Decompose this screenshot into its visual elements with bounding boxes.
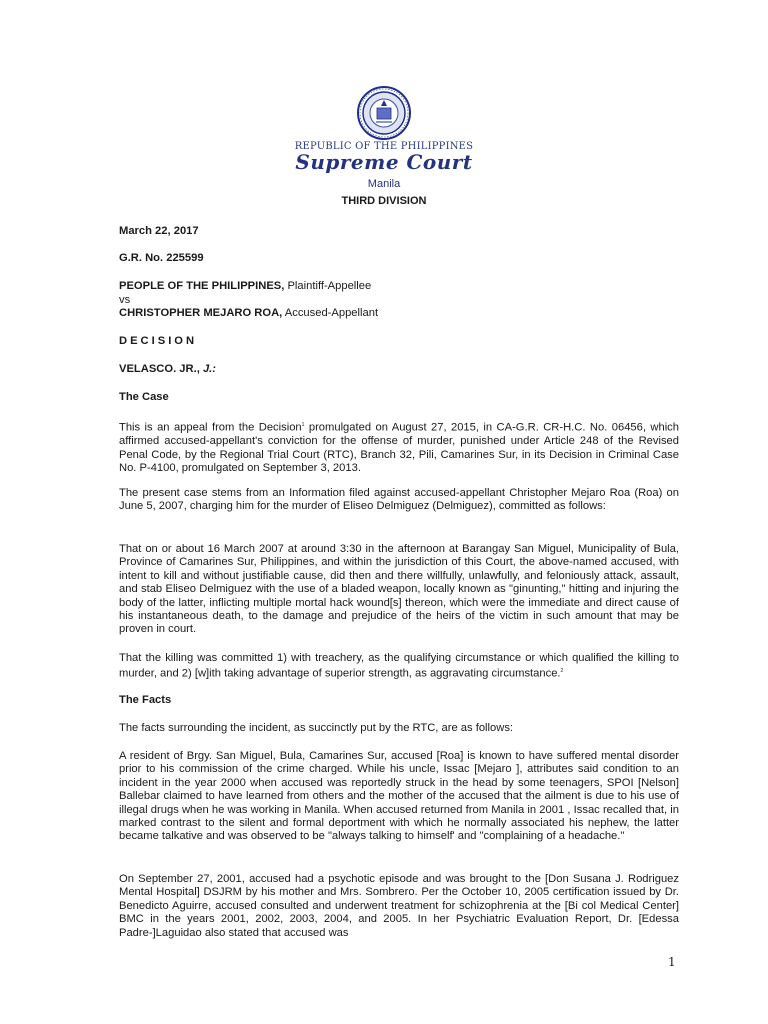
ponente-suffix: J.: (202, 363, 216, 375)
page-number: 1 (668, 955, 676, 969)
footnote-ref-2[interactable]: 2 (560, 668, 564, 675)
plaintiff-role: Plaintiff-Appellee (284, 280, 372, 292)
accused-line (119, 307, 679, 320)
ponente-line (119, 363, 679, 376)
paragraph-1-text-b: promulgated on August 27, 2015, in CA-G.R. CR-H.C. No. 06456, which affirmed accused-appellant's conviction for the offense of murder, punished under Article 248 of the Revised Penal Code, by the Regional Trial Court (RTC), Branch 32, Pili, Camarines Sur, in its Decision in Criminal Case No. P-4100, promulgated on September 3, 2013. (119, 421, 679, 474)
paragraph-2: The present case stems from an Information filed against accused-appellant Christopher Mejaro Roa (Roa) on June 5, 2007, charging him for the murder of Eliseo Delmiguez (Delmiguez), committed as follows: (119, 487, 679, 513)
section-heading-facts: The Facts (119, 694, 172, 706)
accused-role: Accused-Appellant (282, 307, 379, 319)
paragraph-4 (119, 652, 679, 682)
republic-heading: REPUBLIC OF THE PHILIPPINES (294, 141, 474, 152)
paragraph-6: A resident of Brgy. San Miguel, Bula, Camarines Sur, accused [Roa] is known to have suffered mental disorder prior to his commission of the crime charged. While his uncle, Issac [Mejaro ], attributes said condition to an incident in the year 2000 when accused was reportedly struck in the head by some teenagers, SPOI [Nelson] Ballebar claimed to have learned from others and the mother of the accused that the ailment is due to his use of illegal drugs when he was working in Manila. When accused returned from Manila in 2001 , Issac recalled that, in marked contrast to the silent and formal deportment with which he normally associated his nephew, the latter became talkative and was observed to be "always talking to himself' and "complaining of a headache." (119, 750, 679, 843)
paragraph-3: That on or about 16 March 2007 at around 3:30 in the afternoon at Barangay San Miguel, Municipality of Bula, Province of Camarines Sur, Philippines, and within the jurisdiction of this Court, the above-named accused, with intent to kill and without justifiable cause, did then and there willfully, unlawfully, and feloniously attack, assault, and stab Eliseo Delmiguez with the use of a bladed weapon, locally known as "ginunting," hitting and injuring the body of the latter, inflicting multiple mortal hack wound[s] thereon, which were the immediate and direct cause of his instantaneous death, to the damage and prejudice of the heirs of the victim in such amount that may be proven in court. (119, 543, 679, 636)
paragraph-7: On September 27, 2001, accused had a psychotic episode and was brought to the [Don Susana J. Rodriguez Mental Hospital] DSJRM by his mother and Mrs. Sombrero. Per the October 10, 2005 certification issued by Dr. Benedicto Aguirre, accused consulted and underwent treatment for schizophrenia at the [Bi col Medical Center] BMC in the years 2001, 2002, 2003, 2004, and 2005. In her Psychiatric Evaluation Report, Dr. [Edessa Padre-]Laguidao also stated that accused was (119, 873, 679, 939)
accused-name: CHRISTOPHER MEJARO ROA, (119, 307, 283, 319)
court-heading: Supreme Court (295, 150, 473, 174)
gr-number: G.R. No. 225599 (119, 252, 204, 264)
supreme-court-seal-icon (357, 86, 411, 140)
paragraph-1 (119, 419, 679, 475)
plaintiff-line (119, 280, 679, 293)
division-heading: THIRD DIVISION (341, 195, 427, 207)
decision-label: DECISION (119, 335, 198, 347)
decision-date: March 22, 2017 (119, 225, 199, 237)
paragraph-5: The facts surrounding the incident, as succinctly put by the RTC, are as follows: (119, 722, 514, 734)
plaintiff-name: PEOPLE OF THE PHILIPPINES, (119, 280, 285, 292)
ponente-name: VELASCO. JR., (119, 363, 203, 375)
paragraph-1-text-a: This is an appeal from the Decision (119, 421, 302, 434)
section-heading-case: The Case (119, 391, 169, 403)
paragraph-4-text: That the killing was committed 1) with treachery, as the qualifying circumstance or which qualified the killing to murder, and 2) [w]ith taking advantage of superior strength, as aggravating circumstance. (119, 652, 679, 681)
versus-label: vs (119, 294, 131, 306)
footnote-ref-1[interactable]: 1 (301, 422, 305, 428)
city-heading: Manila (367, 178, 401, 190)
